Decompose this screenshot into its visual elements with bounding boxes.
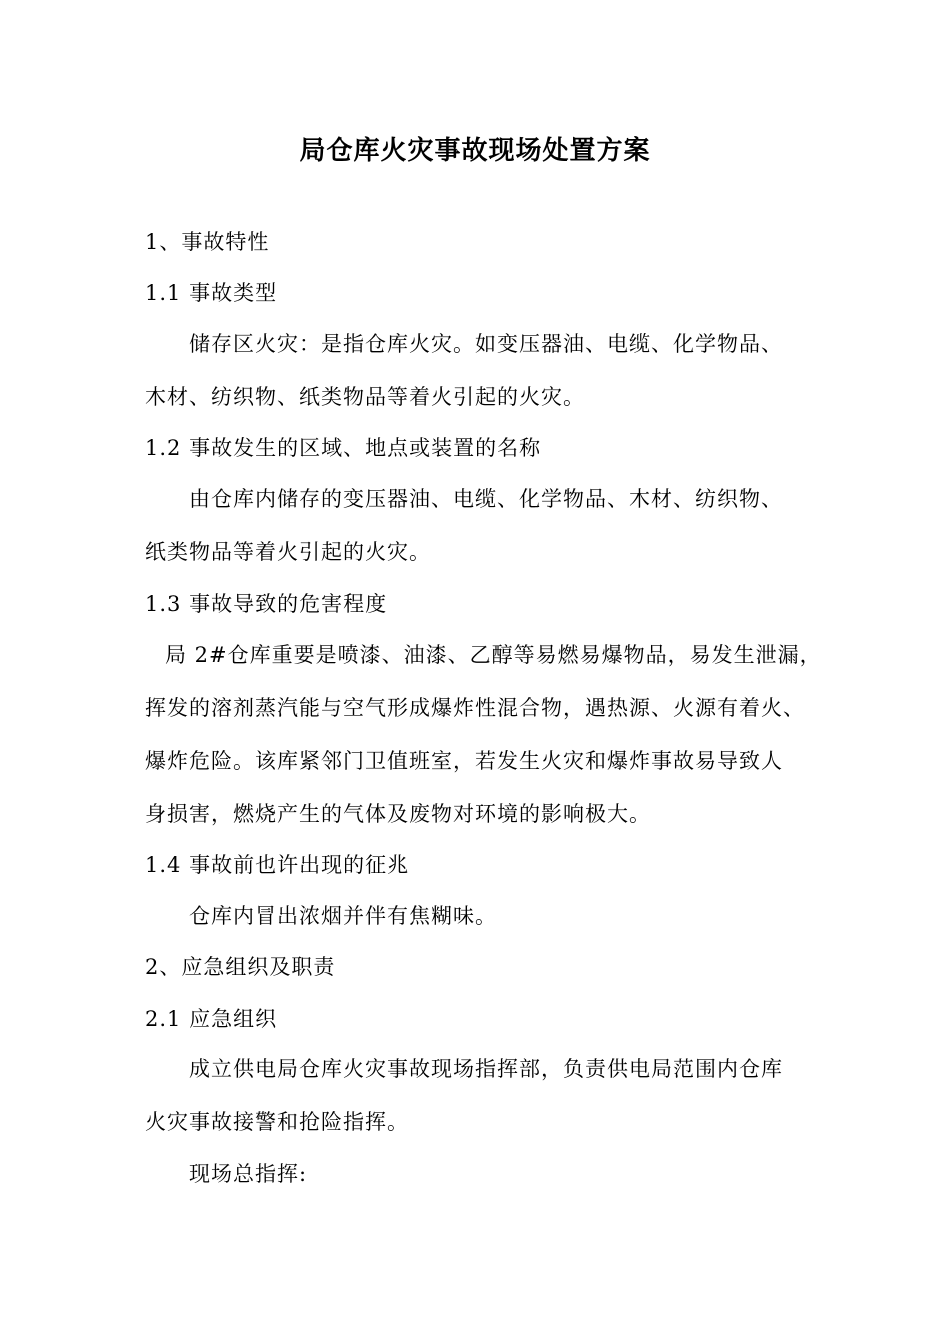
paragraph-line: 火灾事故接警和抢险指挥。 <box>145 1110 409 1134</box>
paragraph-line: 由仓库内储存的变压器油、电缆、化学物品、木材、纺织物、 <box>189 487 783 511</box>
subsection-heading: 1.1 事故类型 <box>145 281 278 305</box>
paragraph-line: 储存区火灾：是指仓库火灾。如变压器油、电缆、化学物品、 <box>189 332 783 356</box>
paragraph-line: 现场总指挥: <box>189 1162 308 1186</box>
paragraph-line: 纸类物品等着火引起的火灾。 <box>145 540 431 564</box>
paragraph-line: 身损害，燃烧产生的气体及废物对环境的影响极大。 <box>145 802 651 826</box>
paragraph-line: 局 2#仓库重要是喷漆、油漆、乙醇等易燃易爆物品，易发生泄漏， <box>165 643 822 667</box>
paragraph-line: 成立供电局仓库火灾事故现场指挥部，负责供电局范围内仓库 <box>189 1057 783 1081</box>
paragraph-line: 仓库内冒出浓烟并伴有焦糊味。 <box>189 904 497 928</box>
document-title: 局仓库火灾事故现场处置方案 <box>299 136 651 166</box>
subsection-heading: 1.4 事故前也许出现的征兆 <box>145 853 410 877</box>
subsection-heading: 1.2 事故发生的区域、地点或装置的名称 <box>145 436 542 460</box>
section-heading: 1、事故特性 <box>145 230 270 254</box>
paragraph-line: 爆炸危险。该库紧邻门卫值班室，若发生火灾和爆炸事故易导致人 <box>145 749 783 773</box>
paragraph-line: 挥发的溶剂蒸汽能与空气形成爆炸性混合物，遇热源、火源有着火、 <box>145 696 805 720</box>
section-heading: 2、应急组织及职责 <box>145 955 336 979</box>
subsection-heading: 1.3 事故导致的危害程度 <box>145 592 388 616</box>
paragraph-line: 木材、纺织物、纸类物品等着火引起的火灾。 <box>145 385 585 409</box>
subsection-heading: 2.1 应急组织 <box>145 1007 278 1031</box>
